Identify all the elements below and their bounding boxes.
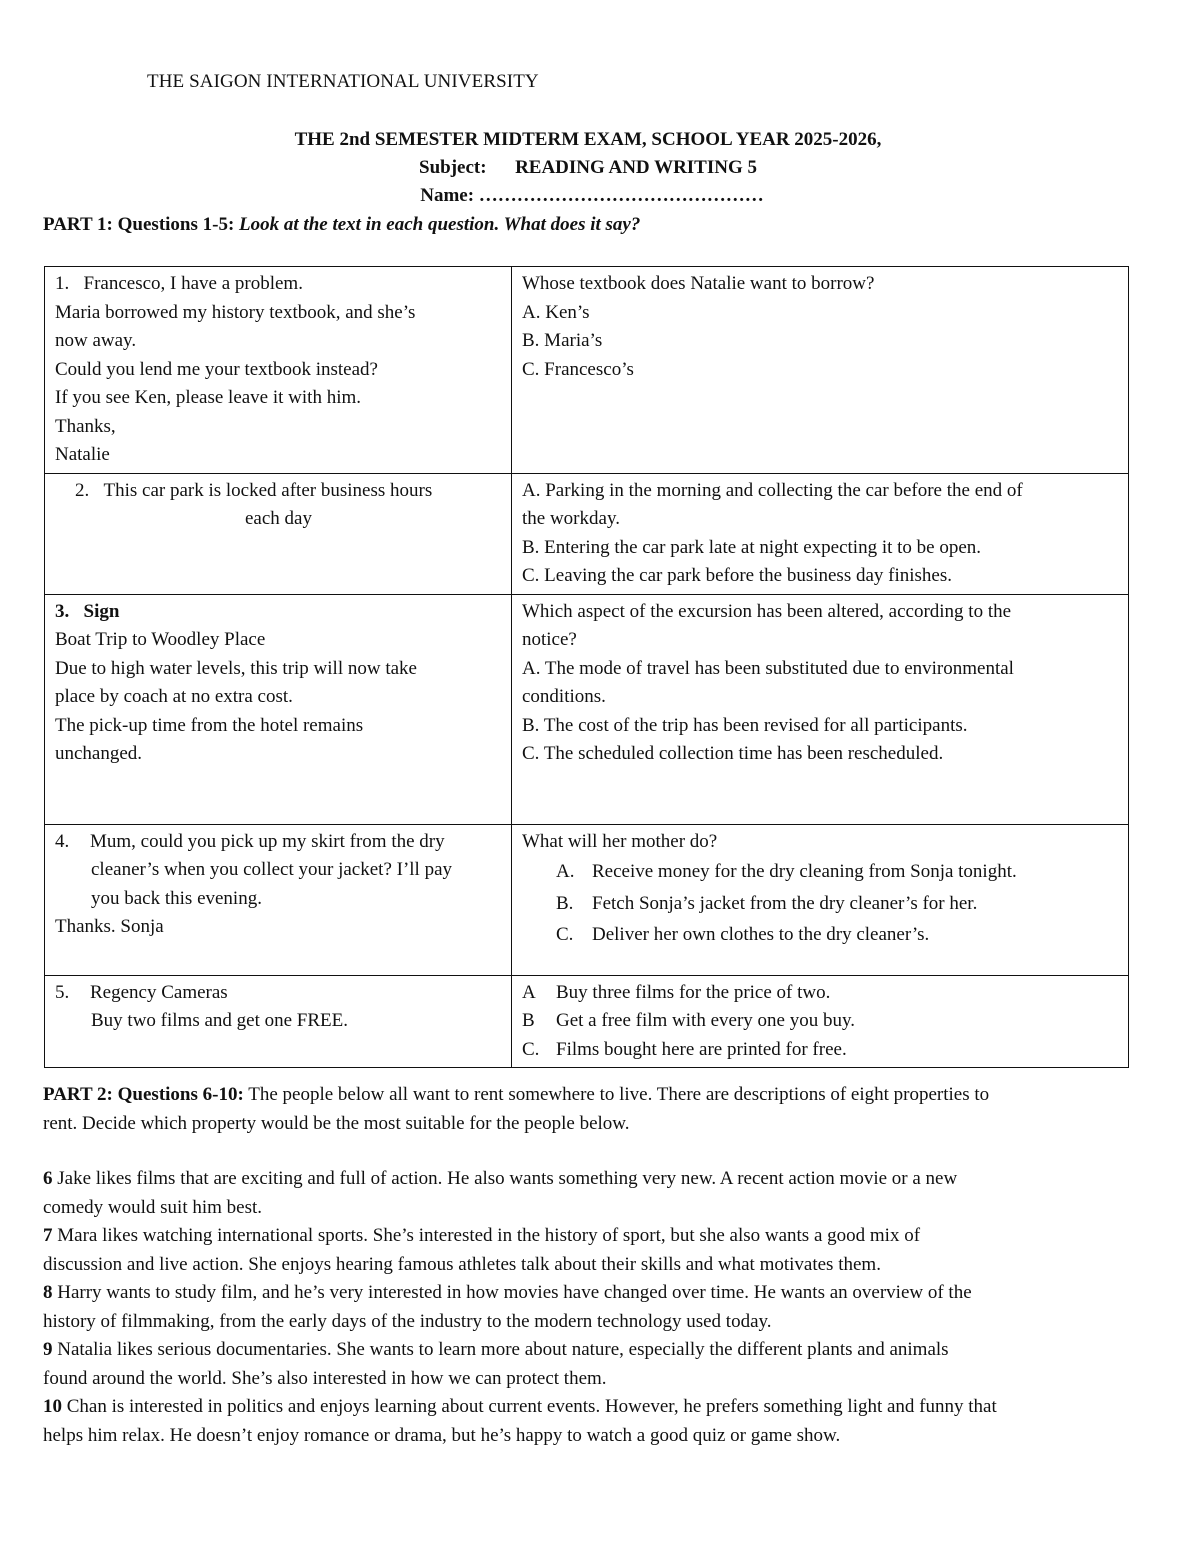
part1-instruction: Look at the text in each question. What does it say?: [239, 214, 641, 235]
q4-question: What will her mother do?: [522, 830, 718, 852]
q2-number: 2.: [75, 479, 90, 501]
item-number: 6: [43, 1168, 53, 1189]
q5-option: [522, 979, 1119, 1008]
q3-option: B. The cost of the trip has been revised for all participants.: [522, 714, 968, 736]
q1-option: B. Maria’s: [522, 330, 603, 351]
item-line: found around the world. She’s also interested in how we can protect them.: [43, 1367, 607, 1389]
q4-option-text: Deliver her own clothes to the dry cleaner’s.: [592, 924, 930, 945]
q3-answer-cell: [512, 594, 1129, 824]
q2-text-line: each day: [245, 508, 312, 529]
university-name: THE SAIGON INTERNATIONAL UNIVERSITY: [147, 71, 539, 92]
q5-option-letter: B: [522, 1010, 535, 1031]
q4-option-letter: B.: [556, 892, 574, 914]
q4-text-cell: [45, 824, 512, 975]
q1-text-line: now away.: [55, 330, 137, 351]
q1-option: C. Francesco’s: [522, 358, 634, 380]
item-line: Harry wants to study film, and he’s very interested in how movies have changed over time. He wants an overview of the: [57, 1282, 972, 1303]
item-line: Jake likes films that are exciting and full of action. He also wants something very new. A recent action movie or a new: [57, 1168, 958, 1189]
q1-text-line: Natalie: [55, 444, 110, 465]
q5-answer-cell: [512, 975, 1129, 1068]
q5-option-letter: C.: [522, 1038, 540, 1060]
q2-option: A. Parking in the morning and collecting the car before the end of: [522, 479, 1023, 501]
q1-question: Whose textbook does Natalie want to borrow?: [522, 273, 875, 294]
q4-answer-cell: [512, 824, 1129, 975]
q3-question-line: notice?: [522, 629, 577, 650]
item-number: 8: [43, 1282, 53, 1303]
q5-option-text: Get a free film with every one you buy.: [556, 1010, 855, 1031]
part2-questions-label: Questions 6-10:: [117, 1084, 244, 1105]
q4-option-letter: C.: [556, 924, 574, 945]
q5-option-letter: A: [522, 981, 536, 1003]
list-item: [43, 1336, 1133, 1393]
q5-option: [522, 1036, 1119, 1065]
list-item: [43, 1165, 1133, 1222]
q2-text-cell: [45, 473, 512, 594]
part1-heading: [43, 211, 640, 240]
table-row: [45, 975, 1129, 1068]
part2-section: [43, 1081, 1133, 1450]
q3-option: conditions.: [522, 686, 606, 707]
list-item: [43, 1279, 1133, 1336]
item-line: Natalia likes serious documentaries. She wants to learn more about nature, especially the different plants and animals: [57, 1339, 949, 1360]
q4-text-line: you back this evening.: [91, 887, 262, 909]
q4-option-text: Receive money for the dry cleaning from Sonja tonight.: [592, 861, 1017, 882]
q2-option: C. Leaving the car park before the business day finishes.: [522, 565, 953, 586]
part2-intro-line: The people below all want to rent somewhere to live. There are descriptions of eight properties to: [248, 1084, 990, 1105]
part2-intro-line: rent. Decide which property would be the most suitable for the people below.: [43, 1112, 630, 1134]
q3-text-line: place by coach at no extra cost.: [55, 686, 293, 707]
q4-number: 4.: [55, 830, 70, 852]
q2-option: the workday.: [522, 508, 620, 529]
q2-answer-cell: [512, 473, 1129, 594]
q3-question-line: Which aspect of the excursion has been altered, according to the: [522, 600, 1012, 622]
q5-text-line: Regency Cameras: [90, 981, 228, 1003]
list-item: [43, 1393, 1133, 1450]
q5-option-text: Films bought here are printed for free.: [556, 1038, 847, 1060]
q4-option: [556, 856, 1119, 888]
item-line: helps him relax. He doesn’t enjoy romance or drama, but he’s happy to watch a good quiz or game show.: [43, 1424, 841, 1446]
part1-question-table: [44, 266, 1129, 1068]
q3-text-line: unchanged.: [55, 743, 143, 764]
q5-option: [522, 1007, 1119, 1036]
q1-option: A. Ken’s: [522, 301, 590, 323]
q2-text-line: This car park is locked after business hours: [103, 479, 433, 501]
q1-text-cell: [45, 267, 512, 474]
q3-number: 3.: [55, 600, 70, 622]
q3-text-cell: [45, 594, 512, 824]
name-label: Name:: [420, 185, 475, 206]
subject-line: [0, 154, 1188, 183]
q1-number: 1.: [55, 273, 70, 294]
q3-text-line: Due to high water levels, this trip will now take: [55, 657, 417, 679]
q5-text-cell: [45, 975, 512, 1068]
q5-text-line: Buy two films and get one FREE.: [91, 1010, 349, 1031]
item-line: discussion and live action. She enjoys hearing famous athletes talk about their skills and what motivates them.: [43, 1253, 881, 1275]
q3-text-line: Boat Trip to Woodley Place: [55, 629, 266, 650]
q5-number: 5.: [55, 981, 70, 1003]
item-number: 10: [43, 1396, 62, 1417]
q1-text-line: Francesco, I have a problem.: [83, 273, 303, 294]
q1-answer-cell: [512, 267, 1129, 474]
item-line: history of filmmaking, from the early days of the industry to the modern technology used today.: [43, 1310, 772, 1332]
item-line: comedy would suit him best.: [43, 1196, 263, 1218]
part1-questions-label: Questions 1-5:: [117, 214, 235, 235]
table-row: [45, 824, 1129, 975]
table-row: [45, 473, 1129, 594]
q4-option: [556, 888, 1119, 920]
part2-intro: [43, 1081, 1133, 1138]
q4-sign-off: Thanks. Sonja: [55, 916, 164, 937]
part1-label: PART 1:: [43, 214, 113, 235]
q4-option: [556, 919, 1119, 951]
item-number: 9: [43, 1339, 53, 1360]
q3-text-line: The pick-up time from the hotel remains: [55, 714, 364, 736]
q4-text-line: Mum, could you pick up my skirt from the dry: [90, 830, 445, 852]
q1-text-line: Maria borrowed my history textbook, and she’s: [55, 301, 416, 323]
q4-option-text: Fetch Sonja’s jacket from the dry cleaner’s for her.: [592, 892, 978, 914]
exam-title: THE 2nd SEMESTER MIDTERM EXAM, SCHOOL YEAR 2025-2026,: [294, 129, 882, 150]
item-number: 7: [43, 1225, 53, 1246]
item-line: Chan is interested in politics and enjoys learning about current events. However, he prefers something light and funny that: [66, 1396, 997, 1417]
q3-heading: Sign: [83, 600, 120, 622]
q3-option: A. The mode of travel has been substituted due to environmental: [522, 657, 1014, 679]
table-row: [45, 267, 1129, 474]
name-line: [0, 182, 1192, 211]
table-row: [45, 594, 1129, 824]
list-item: [43, 1222, 1133, 1279]
q4-text-line: cleaner’s when you collect your jacket? I’ll pay: [91, 859, 453, 880]
q3-option: C. The scheduled collection time has been rescheduled.: [522, 743, 944, 764]
q1-text-line: Could you lend me your textbook instead?: [55, 358, 378, 380]
part2-label: PART 2:: [43, 1084, 113, 1105]
name-blank: ………………………………………: [478, 185, 764, 206]
subject-label: Subject:: [419, 157, 487, 178]
q5-option-text: Buy three films for the price of two.: [556, 981, 831, 1003]
q2-option: B. Entering the car park late at night expecting it to be open.: [522, 536, 982, 558]
q1-text-line: Thanks,: [55, 415, 116, 437]
q4-option-letter: A.: [556, 861, 575, 882]
subject-value: READING AND WRITING 5: [515, 157, 757, 178]
item-line: Mara likes watching international sports. She’s interested in the history of sport, but she also wants a good mix of: [57, 1225, 921, 1246]
q1-text-line: If you see Ken, please leave it with him.: [55, 387, 362, 408]
